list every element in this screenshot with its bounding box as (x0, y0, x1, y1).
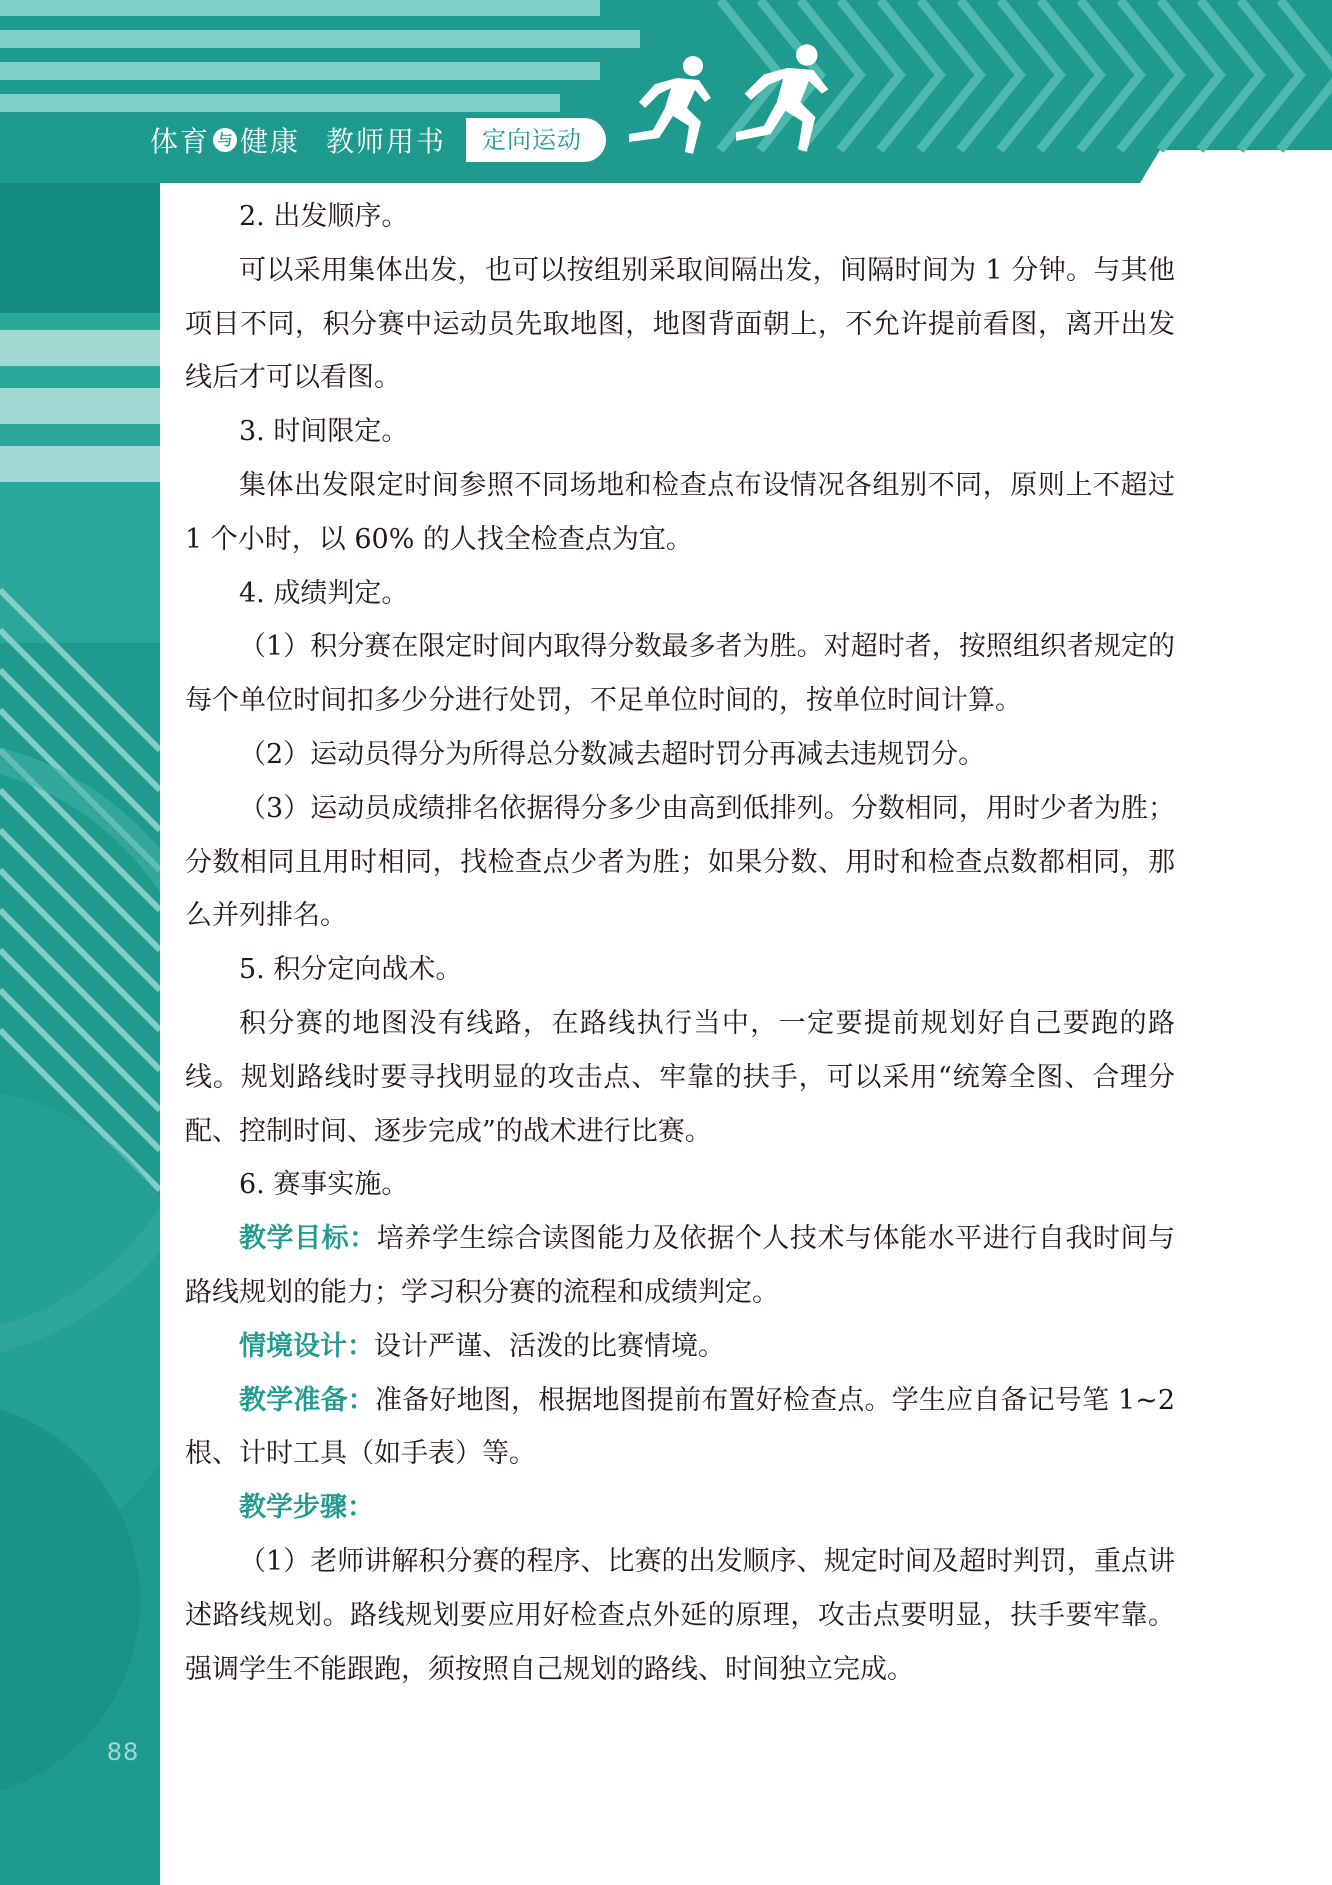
teaching-steps-label: 教学步骤： (239, 1492, 374, 1524)
runner-icon (720, 40, 840, 158)
runner-icon (615, 50, 725, 160)
paragraph-result-rule-2: （2）运动员得分为所得总分数减去超时罚分再减去违规罚分。 (239, 738, 986, 770)
paragraph-score-tactics: 积分赛的地图没有线路，在路线执行当中，一定要提前规划好自己要跑的路线。规划路线时要寻找明显的攻击点、牢靠的扶手，可以采用“统筹全图、合理分配、控制时间、逐步完成”的战术进行比赛。 (185, 1007, 1175, 1147)
page-number: 88 (106, 1738, 140, 1766)
teaching-preparation-text: 准备好地图，根据地图提前布置好检查点。学生应自备记号笔 1~2 根、计时工具（如手表）等。 (185, 1384, 1176, 1470)
teaching-goal-text: 培养学生综合读图能力及依据个人技术与体能水平进行自我时间与路线规划的能力；学习积分赛的流程和成绩判定。 (185, 1223, 1176, 1308)
side-decoration-band (0, 0, 160, 1885)
paragraph-scenario-design (185, 1320, 1175, 1374)
section-tab: 定向运动 (466, 118, 606, 162)
scenario-design-text: 设计严谨、活泼的比赛情境。 (374, 1330, 725, 1362)
paragraph-teaching-step-1: （1）老师讲解积分赛的程序、比赛的出发顺序、规定时间及超时判罚，重点讲述路线规划。路线规划要应用好检查点外延的原理，攻击点要明显，扶手要牢靠。强调学生不能跟跑，须按照自己规划的路线、时间独立完成。 (185, 1545, 1175, 1685)
paragraph-result-rule-1: （1）积分赛在限定时间内取得分数最多者为胜。对超时者，按照组织者规定的每个单位时间扣多少分进行处罚，不足单位时间的，按单位时间计算。 (185, 631, 1175, 717)
paragraph-time-limit: 集体出发限定时间参照不同场地和检查点布设情况各组别不同，原则上不超过 1 个小时，以 60% 的人找全检查点为宜。 (185, 469, 1175, 555)
book-title (150, 118, 446, 162)
paragraph-teaching-preparation (185, 1374, 1175, 1482)
teaching-goal-label: 教学目标： (239, 1223, 377, 1255)
paragraph-teaching-goal (185, 1212, 1175, 1320)
paragraph-result-rule-3: （3）运动员成绩排名依据得分多少由高到低排列。分数相同，用时少者为胜；分数相同且用时相同，找检查点少者为胜；如果分数、用时和检查点数都相同，那么并列排名。 (185, 792, 1175, 932)
book-title-part2: 健康 (240, 125, 301, 158)
heading-score-tactics: 5. 积分定向战术。 (239, 954, 463, 986)
heading-event-implementation: 6. 赛事实施。 (239, 1169, 409, 1201)
book-title-part1: 体育 (150, 125, 211, 158)
main-content (185, 190, 1175, 1696)
heading-time-limit: 3. 时间限定。 (239, 416, 409, 448)
paragraph-start-order: 可以采用集体出发，也可以按组别采取间隔出发，间隔时间为 1 分钟。与其他项目不同，积分赛中运动员先取地图，地图背面朝上，不允许提前看图，离开出发线后才可以看图。 (185, 254, 1175, 394)
side-decoration-graphic (0, 0, 160, 1885)
heading-result-judgement: 4. 成绩判定。 (239, 577, 409, 609)
book-title-part3: 教师用书 (326, 125, 447, 158)
paragraph-teaching-steps (185, 1481, 1175, 1535)
page-header (0, 0, 1332, 183)
book-title-connector-badge: 与 (213, 128, 237, 152)
scenario-design-label: 情境设计： (239, 1330, 374, 1362)
heading-start-order: 2. 出发顺序。 (239, 201, 409, 232)
teaching-preparation-label: 教学准备： (239, 1384, 375, 1416)
